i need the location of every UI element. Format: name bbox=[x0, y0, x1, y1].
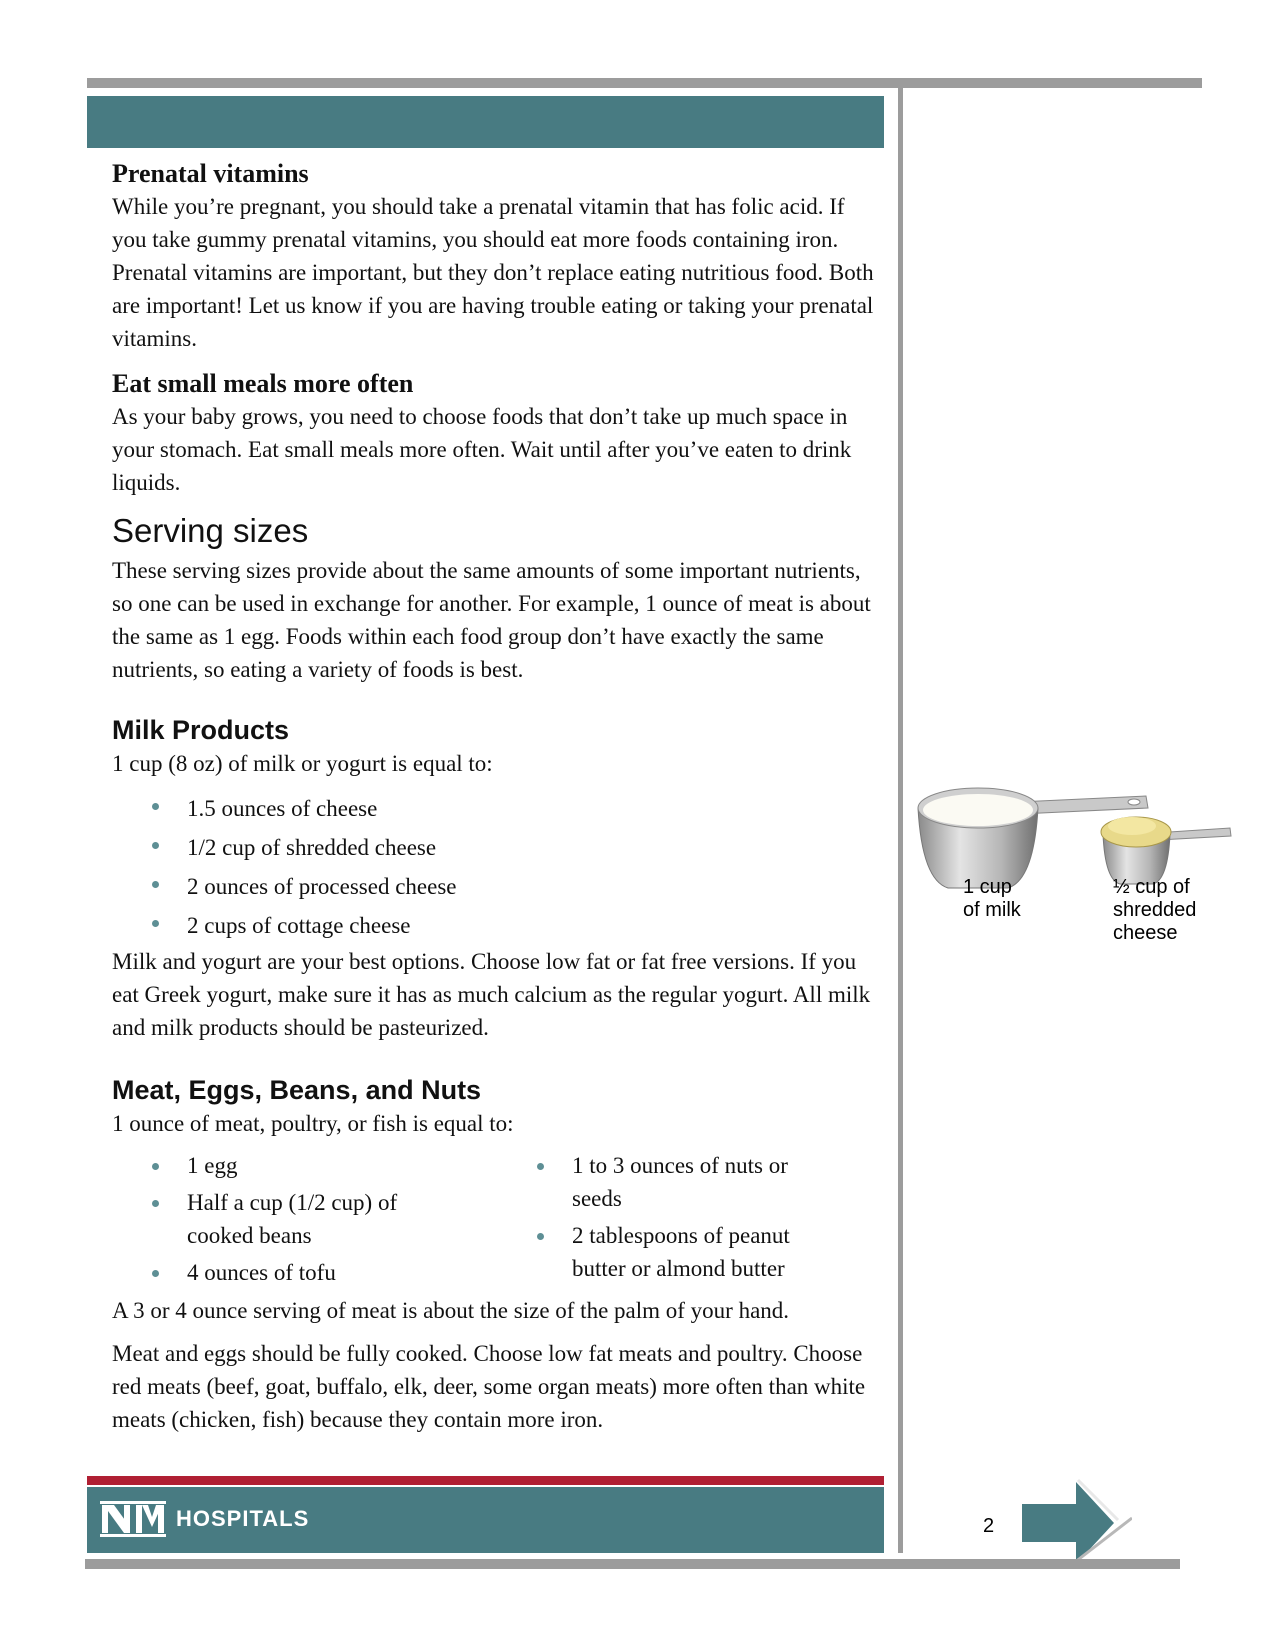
meat-lists bbox=[112, 1149, 852, 1289]
caption-line: of milk bbox=[963, 899, 1021, 921]
caption-line: cheese bbox=[1113, 922, 1178, 944]
next-page-arrow-icon[interactable] bbox=[1020, 1478, 1132, 1568]
list-item: 2 cups of cottage cheese bbox=[112, 906, 882, 945]
meat-intro: 1 ounce of meat, poultry, or fish is equal to: bbox=[112, 1111, 514, 1136]
list-item: Half a cup (1/2 cup) of cooked beans bbox=[112, 1186, 447, 1252]
logo-text: HOSPITALS bbox=[176, 1506, 310, 1531]
prenatal-heading: Prenatal vitamins bbox=[112, 159, 309, 188]
meat-body-1: A 3 or 4 ounce serving of meat is about the size of the palm of your hand. bbox=[112, 1298, 790, 1323]
small-meals-body: As your baby grows, you need to choose foods that don’t take up much space in your stomach. Eat small meals more often. Wait until after you’ve eaten to drink liquids. bbox=[112, 404, 852, 495]
milk-intro: 1 cup (8 oz) of milk or yogurt is equal to: bbox=[112, 751, 493, 776]
list-item: 2 tablespoons of peanut butter or almond butter bbox=[532, 1219, 812, 1285]
meat-list-left bbox=[112, 1149, 532, 1289]
meat-body-2: Meat and eggs should be fully cooked. Choose low fat meats and poultry. Choose red meats (beef, goat, buffalo, elk, deer, some organ meats) more often than white meats (chicken, fish) because they contain more iron. bbox=[112, 1341, 866, 1432]
list-item: 2 ounces of processed cheese bbox=[112, 867, 882, 906]
caption-line: shredded bbox=[1113, 899, 1197, 921]
caption-line: 1 cup bbox=[963, 876, 1012, 898]
milk-list bbox=[112, 789, 882, 945]
list-item: 4 ounces of tofu bbox=[112, 1256, 532, 1289]
meat-heading: Meat, Eggs, Beans, and Nuts bbox=[112, 1075, 482, 1105]
prenatal-body: While you’re pregnant, you should take a prenatal vitamin that has folic acid. If you take gummy prenatal vitamins, you should eat more foods containing iron. Prenatal vitamins are important, but they don’t replace eating nutritious food. Both are important! Let us know if you are having trouble eating or taking your prenatal vitamins. bbox=[112, 194, 874, 351]
list-item: 1.5 ounces of cheese bbox=[112, 789, 882, 828]
serving-sizes-body: These serving sizes provide about the same amounts of some important nutrients, so one can be used in exchange for another. For example, 1 ounce of meat is about the same as 1 egg. Foods within each food group don’t have exactly the same nutrients, so eating a variety of foods is best. bbox=[112, 558, 871, 682]
main-column bbox=[112, 158, 882, 1436]
caption-line: ½ cup of bbox=[1113, 876, 1190, 898]
list-item: 1 to 3 ounces of nuts or seeds bbox=[532, 1149, 812, 1215]
vertical-divider bbox=[898, 82, 903, 1553]
milk-heading: Milk Products bbox=[112, 715, 290, 745]
milk-caption bbox=[963, 876, 1021, 922]
footer-red-rule bbox=[87, 1476, 884, 1485]
list-item: 1/2 cup of shredded cheese bbox=[112, 828, 882, 867]
header-band bbox=[87, 96, 884, 148]
bottom-rule bbox=[85, 1559, 1180, 1569]
list-item: 1 egg bbox=[112, 1149, 532, 1182]
serving-sizes-heading: Serving sizes bbox=[112, 512, 309, 549]
unm-logo-icon bbox=[100, 1499, 166, 1539]
unm-hospitals-logo bbox=[100, 1497, 309, 1541]
cheese-caption bbox=[1113, 876, 1196, 945]
meat-list-right bbox=[532, 1149, 852, 1289]
small-meals-heading: Eat small meals more often bbox=[112, 369, 414, 398]
milk-body: Milk and yogurt are your best options. Choose low fat or fat free versions. If you eat Greek yogurt, make sure it has as much calcium as the regular yogurt. All milk and milk products should be pasteurized. bbox=[112, 949, 871, 1040]
top-rule bbox=[87, 78, 1202, 88]
page-number: 2 bbox=[983, 1515, 995, 1537]
measuring-cups-figure bbox=[908, 780, 1243, 980]
